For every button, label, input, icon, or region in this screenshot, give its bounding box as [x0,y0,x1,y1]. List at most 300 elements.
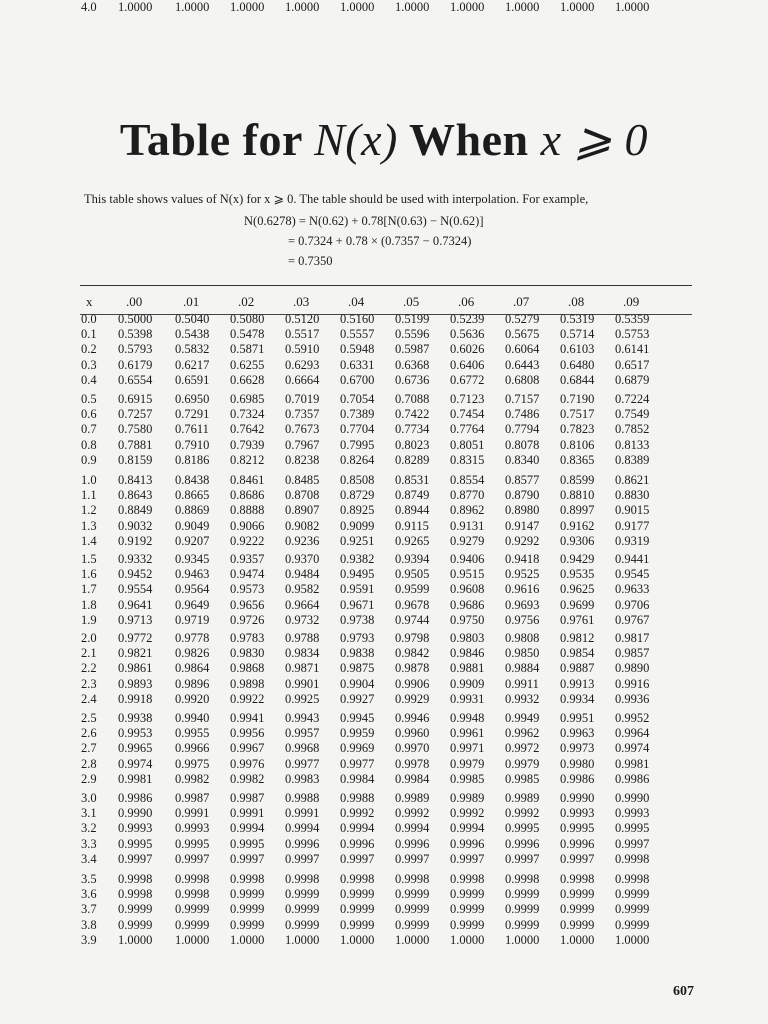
table-cell: 0.7357 [285,407,320,422]
table-cell: 0.9147 [505,518,540,533]
table-cell: 0.6293 [285,357,320,372]
table-cell: 0.8980 [505,503,540,518]
table-cell: 0.8925 [340,503,375,518]
table-cell: 0.9977 [285,756,320,771]
row-x-value: 3.3 [81,836,97,851]
table-row [0,711,768,726]
table-cell: 0.9993 [615,806,650,821]
table-cell: 0.5478 [230,327,265,342]
table-cell: 0.9962 [505,726,540,741]
table-cell: 0.9306 [560,533,595,548]
table-cell: 0.7611 [175,422,209,437]
table-row [0,806,768,821]
table-cell: 0.7852 [615,422,650,437]
table-cell: 0.9993 [118,821,153,836]
table-cell: 0.9616 [505,582,540,597]
table-cell: 0.9938 [118,711,153,725]
table-cell: 0.9961 [450,726,485,741]
table-cell: 0.6368 [395,357,430,372]
table-cell: 0.9999 [285,887,320,902]
table-cell: 0.9991 [175,806,210,821]
table-cell: 0.9793 [340,631,375,645]
table-row [0,567,768,582]
table-cell: 0.7704 [340,422,375,437]
table-cell: 0.9998 [118,887,153,902]
table-cell: 0.9995 [230,836,265,851]
row-x-value: 0.6 [81,407,97,422]
column-header: .08 [568,294,585,309]
table-cell: 0.7823 [560,422,595,437]
table-cell: 0.9996 [505,836,540,851]
table-cell: 0.9898 [230,676,265,691]
table-cell: 0.9591 [340,582,375,597]
table-cell: 0.9279 [450,533,485,548]
table-cell: 0.5910 [285,342,320,357]
table-cell: 0.9890 [615,661,650,676]
table-cell: 0.9999 [395,902,430,917]
table-cell: 0.8810 [560,488,595,503]
example-line-2: = 0.7324 + 0.78 × (0.7357 − 0.7324) [288,234,472,248]
table-cell: 0.9726 [230,612,265,627]
table-cell: 0.8686 [230,488,265,503]
table-cell: 0.9162 [560,518,595,533]
table-cell: 0.9977 [340,756,375,771]
table-cell: 0.9032 [118,518,153,533]
table-cell: 0.9678 [395,597,430,612]
table-cell: 0.9332 [118,552,153,566]
table-cell: 0.9761 [560,612,595,627]
table-cell: 0.9993 [175,821,210,836]
table-cell: 0.9994 [450,821,485,836]
table-cell: 0.9999 [230,917,265,932]
table-cell: 0.9986 [118,791,153,805]
table-cell: 0.9994 [230,821,265,836]
table-cell: 0.5753 [615,327,650,342]
table-cell: 0.9767 [615,612,650,627]
table-cell: 0.8340 [505,452,540,467]
column-header: .05 [403,294,420,309]
table-cell: 0.9975 [175,756,210,771]
table-cell: 0.6217 [175,357,210,372]
table-cell: 0.7324 [230,407,265,422]
table-cell: 0.9846 [450,646,485,661]
table-cell: 0.9999 [615,917,650,932]
table-cell: 0.9452 [118,567,153,582]
table-cell: 0.9946 [395,711,430,725]
table-cell: 0.9989 [395,791,430,805]
table-cell: 0.9357 [230,552,265,566]
table-cell: 0.9948 [450,711,485,725]
table-row [0,757,768,772]
table-cell: 0.9999 [395,887,430,902]
table-cell: 0.9999 [560,917,595,932]
row-x-value: 0.5 [81,392,97,406]
table-cell: 0.9959 [340,726,375,741]
table-cell: 0.9772 [118,631,153,645]
table-cell: 0.9495 [340,567,375,582]
row-x-value: 3.9 [81,932,97,947]
table-cell: 0.9984 [395,771,430,786]
table-cell: 0.7580 [118,422,153,437]
row-x-value: 3.0 [81,791,97,805]
table-cell: 0.9554 [118,582,153,597]
table-row [0,677,768,692]
table-cell: 0.5438 [175,327,210,342]
table-cell: 1.0000 [118,932,153,947]
table-cell: 0.9973 [560,741,595,756]
table-cell: 0.9904 [340,676,375,691]
table-cell: 0.8531 [395,473,430,487]
table-cell: 0.9995 [560,821,595,836]
table-cell: 0.5987 [395,342,430,357]
table-row [0,392,768,407]
table-cell: 0.9943 [285,711,320,725]
page-number: 607 [673,984,694,999]
table-cell: 0.5596 [395,327,430,342]
table-cell: 0.9995 [118,836,153,851]
table-cell: 0.9850 [505,646,540,661]
table-cell: 0.8665 [175,488,210,503]
table-cell: 0.8749 [395,488,430,503]
table-cell: 0.9979 [450,756,485,771]
table-cell: 0.7549 [615,407,650,422]
table-cell: 0.9997 [615,836,650,851]
row-x-value: 3.2 [81,821,97,836]
table-cell: 0.7734 [395,422,430,437]
row-x-value: 1.3 [81,518,97,533]
table-cell: 1.0000 [175,0,210,14]
table-cell: 0.9319 [615,533,650,548]
row-x-value: 2.9 [81,771,97,786]
table-cell: 0.9564 [175,582,210,597]
row-x-value: 1.1 [81,488,97,503]
table-cell: 0.9656 [230,597,265,612]
table-cell: 0.8554 [450,473,485,487]
table-cell: 0.9913 [560,676,595,691]
table-cell: 0.9998 [175,872,210,886]
table-row [0,453,768,468]
table-row [0,342,768,357]
table-cell: 0.5398 [118,327,153,342]
table-cell: 0.9649 [175,597,210,612]
table-cell: 0.9798 [395,631,430,645]
table-cell: 0.9066 [230,518,265,533]
table-row [0,358,768,373]
table-cell: 1.0000 [450,932,485,947]
table-cell: 0.6700 [340,372,375,387]
table-row [0,473,768,488]
table-cell: 0.9985 [505,771,540,786]
table-cell: 0.9441 [615,552,650,566]
row-x-value: 1.0 [81,473,97,487]
table-cell: 0.8997 [560,503,595,518]
table-cell: 0.9484 [285,567,320,582]
table-cell: 0.9996 [450,836,485,851]
table-cell: 1.0000 [230,932,265,947]
table-row [0,646,768,661]
table-cell: 0.9936 [615,691,650,706]
table-cell: 0.9909 [450,676,485,691]
table-cell: 1.0000 [395,0,430,14]
table-cell: 0.9951 [560,711,595,725]
table-row [0,692,768,707]
table-cell: 0.6950 [175,392,210,406]
table-cell: 0.9875 [340,661,375,676]
table-cell: 1.0000 [560,0,595,14]
row-x-value: 3.5 [81,872,97,886]
table-cell: 0.9997 [450,851,485,866]
table-row [0,0,768,15]
table-cell: 0.9949 [505,711,540,725]
table-cell: 0.9999 [118,902,153,917]
row-x-value: 3.4 [81,851,97,866]
table-cell: 0.8186 [175,452,210,467]
table-cell: 0.9996 [285,836,320,851]
table-cell: 0.9974 [118,756,153,771]
row-x-value: 2.7 [81,741,97,756]
column-header: .02 [238,294,255,309]
row-x-value: 2.5 [81,711,97,725]
table-cell: 0.9131 [450,518,485,533]
row-x-value: 0.2 [81,342,97,357]
table-cell: 0.9719 [175,612,210,627]
table-cell: 0.9992 [340,806,375,821]
row-x-value: 3.6 [81,887,97,902]
table-row [0,872,768,887]
table-cell: 0.8133 [615,437,650,452]
column-header: .06 [458,294,475,309]
table-cell: 0.9999 [560,887,595,902]
table-cell: 0.9978 [395,756,430,771]
table-cell: 0.6141 [615,342,650,357]
table-cell: 0.7486 [505,407,540,422]
table-cell: 0.7764 [450,422,485,437]
table-cell: 0.9925 [285,691,320,706]
table-cell: 0.9995 [615,821,650,836]
table-cell: 0.7881 [118,437,153,452]
table-cell: 1.0000 [615,0,650,14]
table-cell: 0.9966 [175,741,210,756]
table-cell: 0.9842 [395,646,430,661]
table-cell: 1.0000 [230,0,265,14]
table-cell: 0.9999 [450,917,485,932]
table-cell: 0.5557 [340,327,375,342]
table-cell: 0.5636 [450,327,485,342]
row-x-value: 3.7 [81,902,97,917]
table-cell: 0.9826 [175,646,210,661]
table-cell: 0.8888 [230,503,265,518]
table-cell: 0.8389 [615,452,650,467]
table-cell: 0.9838 [340,646,375,661]
table-cell: 0.9988 [340,791,375,805]
page-title [0,112,768,166]
table-cell: 1.0000 [285,0,320,14]
table-row [0,598,768,613]
table-cell: 0.8830 [615,488,650,503]
table-cell: 0.9998 [450,872,485,886]
table-cell: 0.7517 [560,407,595,422]
table-row [0,791,768,806]
table-cell: 0.5080 [230,312,265,326]
title-condition: x ⩾ 0 [540,114,649,165]
table-row [0,613,768,628]
table-cell: 0.9998 [285,872,320,886]
row-x-value: 0.1 [81,327,97,342]
table-cell: 0.9998 [118,872,153,886]
table-cell: 0.9967 [230,741,265,756]
table-cell: 0.9896 [175,676,210,691]
table-cell: 0.6915 [118,392,153,406]
table-cell: 0.9970 [395,741,430,756]
row-x-value: 3.8 [81,917,97,932]
table-cell: 0.9981 [615,756,650,771]
table-cell: 0.9406 [450,552,485,566]
table-cell: 0.9821 [118,646,153,661]
table-cell: 0.9738 [340,612,375,627]
table-cell: 0.9082 [285,518,320,533]
table-cell: 1.0000 [615,932,650,947]
table-cell: 0.9778 [175,631,210,645]
table-cell: 0.9996 [340,836,375,851]
table-cell: 0.8365 [560,452,595,467]
column-header: .09 [623,294,640,309]
table-cell: 0.6736 [395,372,430,387]
table-cell: 0.7389 [340,407,375,422]
table-cell: 0.9783 [230,631,265,645]
row-x-value: 1.5 [81,552,97,566]
table-cell: 0.5120 [285,312,320,326]
table-cell: 0.9999 [505,887,540,902]
table-cell: 0.9964 [615,726,650,741]
table-cell: 0.8643 [118,488,153,503]
table-cell: 0.9699 [560,597,595,612]
table-cell: 0.9394 [395,552,430,566]
row-x-value: 2.8 [81,756,97,771]
table-cell: 0.9671 [340,597,375,612]
table-cell: 0.9998 [175,887,210,902]
table-cell: 1.0000 [395,932,430,947]
table-cell: 0.9881 [450,661,485,676]
table-cell: 1.0000 [505,932,540,947]
table-cell: 0.9641 [118,597,153,612]
table-cell: 0.6179 [118,357,153,372]
table-cell: 0.9957 [285,726,320,741]
table-cell: 0.9861 [118,661,153,676]
table-cell: 0.9463 [175,567,210,582]
table-cell: 0.9525 [505,567,540,582]
table-cell: 0.9979 [505,756,540,771]
table-cell: 0.9991 [230,806,265,821]
table-cell: 0.9969 [340,741,375,756]
table-cell: 0.6628 [230,372,265,387]
table-cell: 0.9922 [230,691,265,706]
row-x-value: 3.1 [81,806,97,821]
table-cell: 0.6664 [285,372,320,387]
table-cell: 0.9984 [340,771,375,786]
table-cell: 0.9115 [395,518,429,533]
table-cell: 0.9998 [505,872,540,886]
table-cell: 0.9999 [505,917,540,932]
table-cell: 0.7088 [395,392,430,406]
table-cell: 0.9871 [285,661,320,676]
table-cell: 0.9999 [340,887,375,902]
table-cell: 0.5319 [560,312,595,326]
table-cell: 0.9999 [340,917,375,932]
table-cell: 0.5517 [285,327,320,342]
table-cell: 0.9976 [230,756,265,771]
table-cell: 0.9999 [560,902,595,917]
table-cell: 0.9901 [285,676,320,691]
table-cell: 0.8962 [450,503,485,518]
row-x-value: 0.0 [81,312,97,326]
table-cell: 0.9994 [285,821,320,836]
table-cell: 0.9990 [560,791,595,805]
table-cell: 0.6255 [230,357,265,372]
table-cell: 0.8708 [285,488,320,503]
table-cell: 1.0000 [505,0,540,14]
table-cell: 0.9998 [395,872,430,886]
table-cell: 0.9920 [175,691,210,706]
table-cell: 0.6331 [340,357,375,372]
table-cell: 0.9756 [505,612,540,627]
table-cell: 0.9857 [615,646,650,661]
table-cell: 0.9994 [395,821,430,836]
table-cell: 0.9986 [615,771,650,786]
table-cell: 0.7422 [395,407,430,422]
row-x-value: 1.4 [81,533,97,548]
table-cell: 0.8438 [175,473,210,487]
row-x-value: 1.8 [81,597,97,612]
table-row [0,726,768,741]
table-row [0,519,768,534]
table-cell: 0.8078 [505,437,540,452]
table-cell: 0.9997 [560,851,595,866]
table-cell: 0.9992 [395,806,430,821]
table-cell: 0.9999 [450,902,485,917]
table-cell: 0.9864 [175,661,210,676]
table-cell: 0.9996 [395,836,430,851]
table-cell: 0.9706 [615,597,650,612]
table-cell: 0.9868 [230,661,265,676]
table-cell: 0.5714 [560,327,595,342]
table-cell: 0.7673 [285,422,320,437]
table-cell: 0.9474 [230,567,265,582]
table-cell: 0.9998 [340,872,375,886]
table-cell: 0.9916 [615,676,650,691]
table-cell: 0.6844 [560,372,595,387]
table-cell: 0.7190 [560,392,595,406]
table-cell: 0.7642 [230,422,265,437]
table-cell: 0.9535 [560,567,595,582]
table-cell: 0.9906 [395,676,430,691]
table-cell: 0.7794 [505,422,540,437]
table-cell: 0.9878 [395,661,430,676]
table-cell: 0.5199 [395,312,430,326]
table-cell: 0.9932 [505,691,540,706]
table-cell: 0.9971 [450,741,485,756]
row-x-value: 1.9 [81,612,97,627]
table-cell: 0.9982 [175,771,210,786]
table-cell: 0.9222 [230,533,265,548]
example-line-1: N(0.6278) = N(0.62) + 0.78[N(0.63) − N(0.62)] [244,214,484,228]
table-row [0,438,768,453]
table-cell: 0.7157 [505,392,540,406]
table-row [0,503,768,518]
table-cell: 0.9812 [560,631,595,645]
row-x-value: 2.1 [81,646,97,661]
table-cell: 0.9982 [230,771,265,786]
table-cell: 0.9996 [560,836,595,851]
